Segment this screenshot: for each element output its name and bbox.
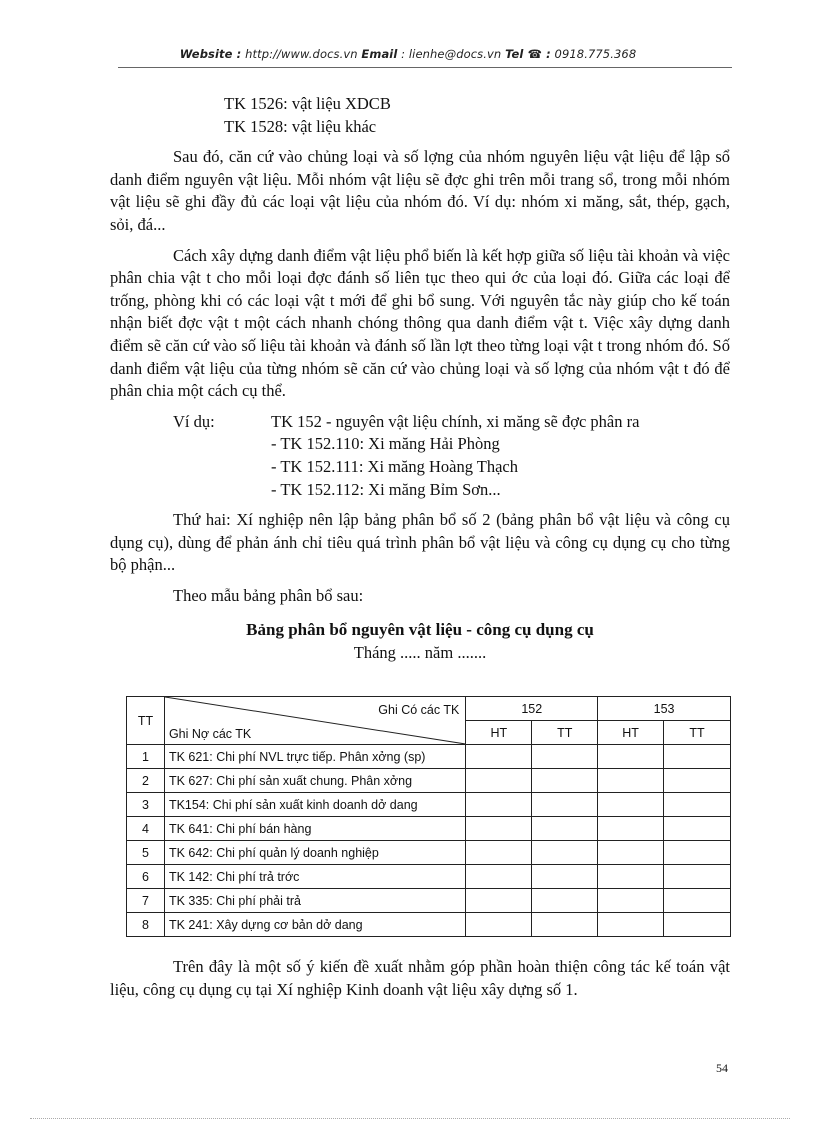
table-title: Bảng phân bổ nguyên vật liệu - công cụ dụng cụ [246, 620, 594, 640]
document-body [110, 93, 730, 665]
table-row [127, 913, 731, 937]
sub-header-tt: TT [532, 721, 598, 745]
row-account: TK 335: Chi phí phải trả [164, 889, 465, 913]
example-row [110, 411, 730, 434]
tk-1528-line: TK 1528: vật liệu khác [224, 116, 377, 136]
table-subtitle: Tháng ..... năm ....... [353, 643, 487, 663]
diagonal-header-cell [164, 697, 465, 745]
row-number: 2 [127, 769, 165, 793]
group-153-header: 153 [598, 697, 731, 721]
paragraph-1: Sau đó, căn cứ vào chủng loại và số lợng của nhóm nguyên liệu vật liệu để lập sổ danh điểm nguyên vật liệu. Mỗi nhóm vật liệu sẽ đợc ghi trên mỗi trang sổ, trong mỗi nhóm vật liệu sẽ ghi đầy đủ các loại vật liệu của nhóm đó. Ví dụ: nhóm xi măng, sắt, thép, gạch, sỏi, đá... [110, 147, 730, 234]
website-value: http://www.docs.vn [241, 47, 362, 61]
table-row [127, 793, 731, 817]
email-label: Email [361, 47, 398, 61]
page-number: 54 [716, 1061, 728, 1075]
row-number: 3 [127, 793, 165, 817]
example-line-1: TK 152 - nguyên vật liệu chính, xi măng sẽ đợc phân ra [271, 411, 640, 431]
table-row [127, 769, 731, 793]
sub-header-ht: HT [598, 721, 664, 745]
footer-dotted-rule [30, 1118, 790, 1119]
example-line-2: - TK 152.110: Xi măng Hải Phòng [271, 434, 500, 454]
example-line-4: - TK 152.112: Xi măng Bỉm Sơn... [271, 479, 501, 499]
table-row [127, 889, 731, 913]
table-row [127, 745, 731, 769]
group-152-header: 152 [466, 697, 598, 721]
tk-1526-line: TK 1526: vật liệu XDCB [224, 94, 391, 113]
tel-value: 0918.775.368 [550, 47, 637, 61]
row-account: TK 627: Chi phí sản xuất chung. Phân xởng [164, 769, 465, 793]
website-label: Website : [179, 47, 242, 61]
paragraph-3: Thứ hai: Xí nghiệp nên lập bảng phân bổ số 2 (bảng phân bổ vật liệu và công cụ dụng cụ), dùng để phản ánh chỉ tiêu quá trình phân bổ vật liệu và công cụ dụng cụ cho từng bộ phận... [110, 510, 730, 575]
paragraph-2: Cách xây dựng danh điểm vật liệu phổ biến là kết hợp giữa số liệu tài khoản và việc phân chia vật t cho mỗi loại đợc đánh số liên tục theo qui ớc của loại đó. Giữa các loại để trống, phòng khi có các loại vật t mới để ghi bổ sung. Với nguyên tắc này giúp cho kế toán nhận biết đợc vật t một cách nhanh chóng thông qua danh điểm vật t. Việc xây dựng danh điểm sẽ căn cứ vào số liệu tài khoản và đánh số lần lợt theo từng loại vật t trong nhóm đó. Số danh điểm vật liệu của từng nhóm sẽ căn cứ vào chủng loại và số lợng của nhóm vật t đó để phân chia một cách cụ thể. [110, 245, 730, 401]
row-account: TK 641: Chi phí bán hàng [164, 817, 465, 841]
sub-header-tt: TT [664, 721, 731, 745]
row-number: 5 [127, 841, 165, 865]
row-account: TK 642: Chi phí quản lý doanh nghiệp [164, 841, 465, 865]
allocation-table [126, 696, 731, 937]
example-label: Ví dụ: [173, 411, 215, 431]
table-row [127, 817, 731, 841]
row-number: 8 [127, 913, 165, 937]
row-number: 6 [127, 865, 165, 889]
closing-text: Trên đây là một số ý kiến đề xuất nhằm góp phần hoàn thiện công tác kế toán vật liệu, công cụ dụng cụ tại Xí nghiệp Kinh doanh vật liệu xây dựng số 1. [110, 957, 730, 999]
tel-label: Tel ☎ : [505, 47, 551, 61]
ghi-no-label: Ghi Nợ các TK [168, 727, 252, 741]
row-account: TK 142: Chi phí trả trớc [164, 865, 465, 889]
tt-header: TT [127, 697, 165, 745]
closing-paragraph [110, 955, 730, 1001]
ghi-co-label: Ghi Có các TK [378, 703, 460, 717]
email-value: : lienhe@docs.vn [397, 47, 506, 61]
row-number: 1 [127, 745, 165, 769]
row-number: 7 [127, 889, 165, 913]
example-line-3: - TK 152.111: Xi măng Hoàng Thạch [271, 456, 519, 476]
row-number: 4 [127, 817, 165, 841]
header-divider [118, 67, 732, 68]
row-account: TK 621: Chi phí NVL trực tiếp. Phân xởng (sp) [164, 745, 465, 769]
page-header [0, 47, 816, 61]
table-row [127, 865, 731, 889]
table-row [127, 841, 731, 865]
row-account: TK154: Chi phí sản xuất kinh doanh dở dang [164, 793, 465, 817]
row-account: TK 241: Xây dựng cơ bản dở dang [164, 913, 465, 937]
sub-header-ht: HT [466, 721, 532, 745]
paragraph-4: Theo mẫu bảng phân bổ sau: [173, 585, 364, 605]
